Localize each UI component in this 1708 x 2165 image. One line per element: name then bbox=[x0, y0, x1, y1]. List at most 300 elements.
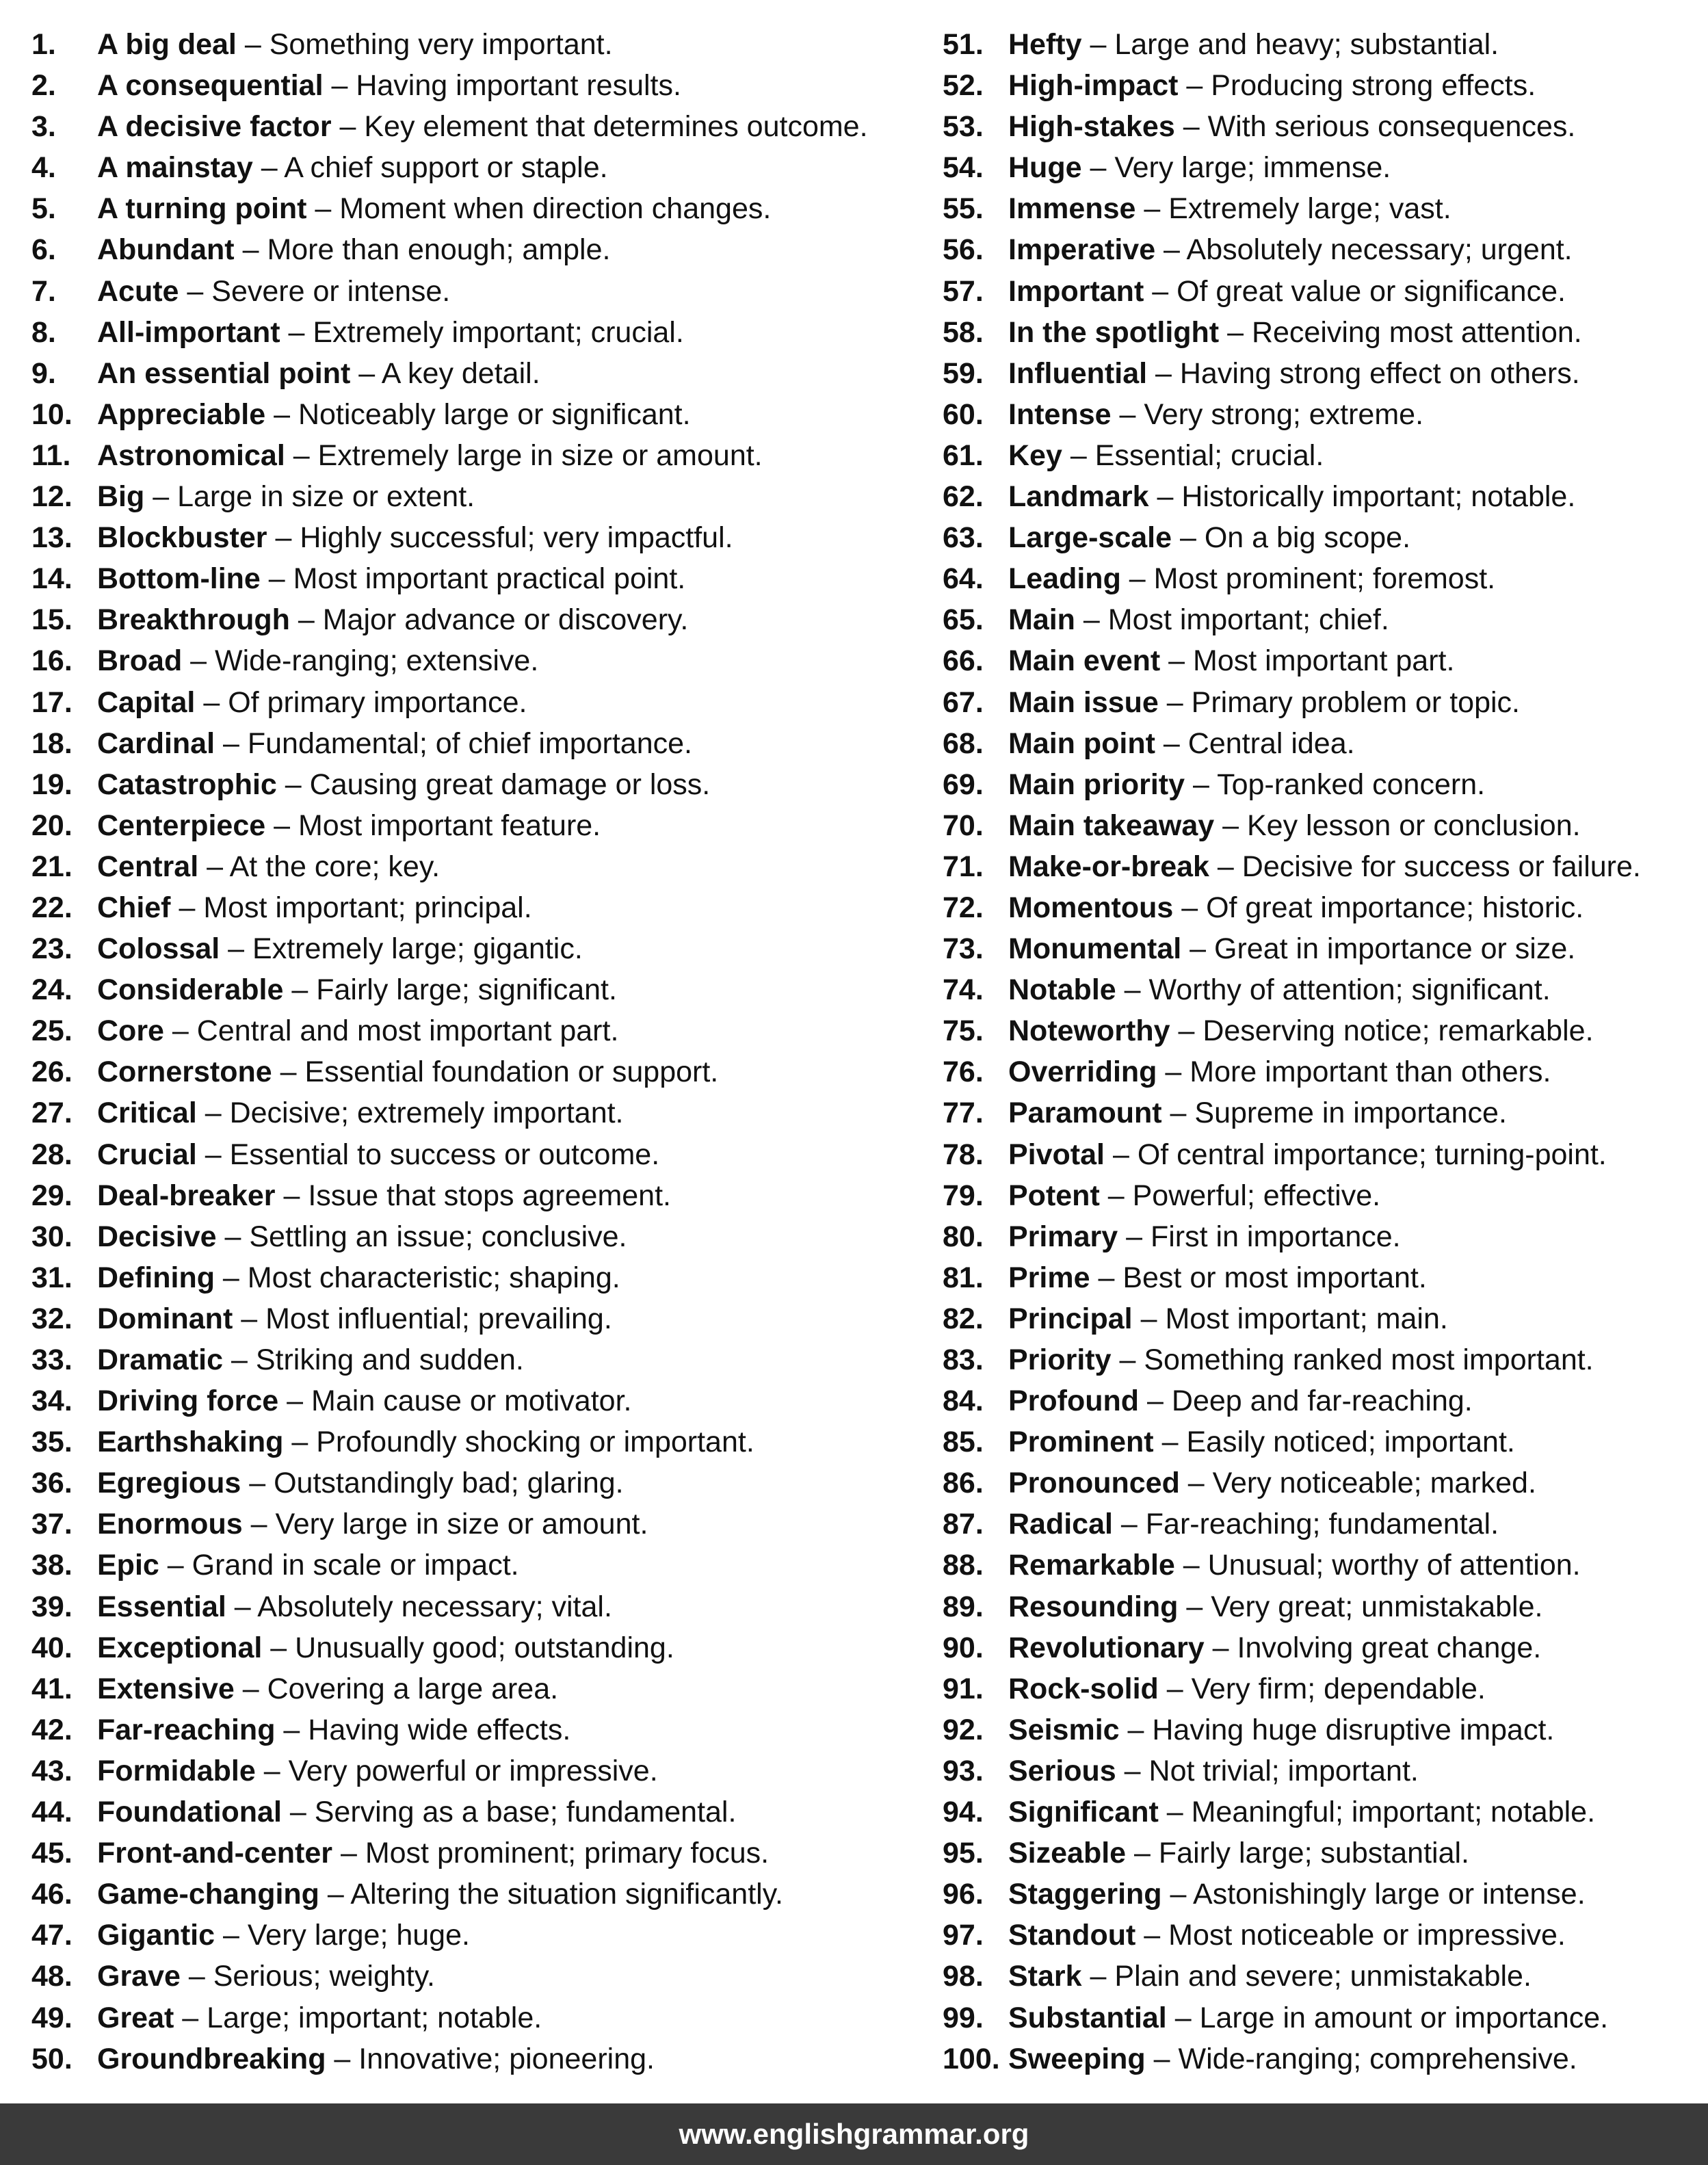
item-definition: Easily noticed; important. bbox=[1186, 1426, 1515, 1459]
list-item bbox=[943, 435, 1641, 476]
item-definition: Absolutely necessary; vital. bbox=[257, 1590, 612, 1623]
list-item bbox=[31, 1504, 868, 1545]
item-separator: – bbox=[1099, 1179, 1133, 1212]
item-number: 47. bbox=[31, 1919, 73, 1952]
item-definition: Innovative; pioneering. bbox=[358, 2042, 655, 2075]
item-definition: Very noticeable; marked. bbox=[1212, 1467, 1536, 1500]
item-number: 55. bbox=[943, 192, 984, 226]
item-number: 32. bbox=[31, 1302, 73, 1335]
item-number: 62. bbox=[943, 480, 984, 514]
list-item bbox=[31, 887, 868, 928]
item-definition: Receiving most attention. bbox=[1251, 315, 1582, 349]
item-separator: – bbox=[1081, 28, 1115, 61]
item-number: 6. bbox=[31, 233, 56, 267]
item-separator: – bbox=[1219, 315, 1252, 349]
item-number: 36. bbox=[31, 1467, 73, 1500]
list-item bbox=[31, 1380, 868, 1421]
item-definition: Best or most important. bbox=[1122, 1261, 1427, 1294]
item-definition: At the core; key. bbox=[229, 850, 441, 883]
item-term: Stark bbox=[1008, 1960, 1082, 1993]
list-item bbox=[943, 1051, 1641, 1092]
item-number: 16. bbox=[31, 644, 73, 678]
item-separator: – bbox=[159, 1549, 192, 1582]
item-number: 28. bbox=[31, 1138, 73, 1171]
item-definition: Very firm; dependable. bbox=[1191, 1672, 1486, 1705]
list-item bbox=[943, 1874, 1641, 1915]
item-separator: – bbox=[326, 2042, 359, 2075]
item-separator: – bbox=[182, 644, 215, 678]
item-number: 35. bbox=[31, 1426, 73, 1459]
item-term: Gigantic bbox=[97, 1919, 215, 1952]
item-number: 19. bbox=[31, 767, 73, 801]
item-definition: Covering a large area. bbox=[267, 1672, 559, 1705]
item-number: 93. bbox=[943, 1754, 984, 1787]
item-term: Big bbox=[97, 480, 145, 514]
item-definition: Historically important; notable. bbox=[1181, 480, 1576, 514]
list-item bbox=[31, 271, 868, 312]
item-definition: Grand in scale or impact. bbox=[192, 1549, 519, 1582]
item-number: 94. bbox=[943, 1796, 984, 1829]
item-term: Overriding bbox=[1008, 1055, 1157, 1089]
item-definition: Severe or intense. bbox=[211, 274, 451, 308]
list-item bbox=[31, 147, 868, 188]
item-separator: – bbox=[1075, 603, 1108, 637]
item-term: Resounding bbox=[1008, 1590, 1179, 1623]
item-term: Catastrophic bbox=[97, 767, 277, 801]
list-item bbox=[943, 805, 1641, 846]
item-term: Foundational bbox=[97, 1796, 282, 1829]
list-item bbox=[31, 2038, 868, 2079]
item-number: 72. bbox=[943, 891, 984, 924]
item-separator: – bbox=[280, 315, 313, 349]
item-definition: Very strong; extreme. bbox=[1144, 397, 1424, 431]
footer-url[interactable]: www.englishgrammar.org bbox=[679, 2118, 1029, 2150]
item-separator: – bbox=[1179, 1467, 1213, 1500]
item-definition: Unusual; worthy of attention. bbox=[1207, 1549, 1581, 1582]
item-term: Considerable bbox=[97, 973, 284, 1007]
item-separator: – bbox=[1181, 932, 1215, 966]
item-number: 31. bbox=[31, 1261, 73, 1294]
list-item bbox=[943, 1956, 1641, 1997]
item-separator: – bbox=[265, 809, 298, 842]
item-number: 45. bbox=[31, 1837, 73, 1870]
item-term: Critical bbox=[97, 1097, 197, 1130]
list-item bbox=[943, 1010, 1641, 1051]
item-definition: Major advance or discovery. bbox=[322, 603, 689, 637]
item-term: Capital bbox=[97, 685, 196, 719]
item-definition: Large; important; notable. bbox=[207, 2001, 542, 2034]
item-term: A big deal bbox=[97, 28, 237, 61]
item-number: 99. bbox=[943, 2001, 984, 2034]
list-item bbox=[943, 229, 1641, 270]
item-definition: Essential; crucial. bbox=[1094, 438, 1324, 472]
item-separator: – bbox=[1120, 562, 1154, 596]
item-separator: – bbox=[265, 397, 298, 431]
item-term: Groundbreaking bbox=[97, 2042, 326, 2075]
item-term: In the spotlight bbox=[1008, 315, 1220, 349]
item-definition: Most important part. bbox=[1193, 644, 1455, 678]
item-definition: Central idea. bbox=[1187, 726, 1355, 760]
item-separator: – bbox=[1132, 1302, 1166, 1335]
item-separator: – bbox=[215, 1919, 248, 1952]
item-separator: – bbox=[1111, 397, 1144, 431]
item-term: Driving force bbox=[97, 1385, 279, 1418]
item-term: Cardinal bbox=[97, 726, 215, 760]
item-term: Pivotal bbox=[1008, 1138, 1105, 1171]
item-term: Crucial bbox=[97, 1138, 197, 1171]
item-number: 65. bbox=[943, 603, 984, 637]
item-term: Appreciable bbox=[97, 397, 266, 431]
item-number: 50. bbox=[31, 2042, 73, 2075]
item-number: 69. bbox=[943, 767, 984, 801]
list-item bbox=[943, 558, 1641, 599]
list-item bbox=[943, 188, 1641, 229]
item-number: 61. bbox=[943, 438, 984, 472]
word-list bbox=[0, 24, 1708, 2076]
item-separator: – bbox=[1209, 850, 1242, 883]
item-definition: Most important practical point. bbox=[293, 562, 686, 596]
list-item bbox=[31, 1915, 868, 1956]
item-number: 46. bbox=[31, 1878, 73, 1911]
item-definition: Of primary importance. bbox=[228, 685, 527, 719]
list-item bbox=[943, 147, 1641, 188]
item-separator: – bbox=[234, 1672, 267, 1705]
item-separator: – bbox=[241, 1467, 274, 1500]
item-definition: Fairly large; significant. bbox=[316, 973, 617, 1007]
item-term: Formidable bbox=[97, 1754, 256, 1787]
item-definition: Unusually good; outstanding. bbox=[295, 1631, 674, 1664]
list-item bbox=[31, 1586, 868, 1627]
item-definition: Most important feature. bbox=[298, 809, 601, 842]
item-separator: – bbox=[1161, 1878, 1194, 1911]
item-separator: – bbox=[1155, 233, 1187, 267]
list-item bbox=[943, 887, 1641, 928]
item-separator: – bbox=[1214, 809, 1247, 842]
item-definition: More important than others. bbox=[1190, 1055, 1551, 1089]
item-number: 29. bbox=[31, 1179, 73, 1212]
item-term: Momentous bbox=[1008, 891, 1174, 924]
item-number: 98. bbox=[943, 1960, 984, 1993]
item-definition: Meaningful; important; notable. bbox=[1191, 1796, 1596, 1829]
item-term: Leading bbox=[1008, 562, 1121, 596]
list-item bbox=[31, 1833, 868, 1874]
item-term: Breakthrough bbox=[97, 603, 290, 637]
item-definition: Most prominent; foremost. bbox=[1153, 562, 1496, 596]
item-separator: – bbox=[255, 1754, 289, 1787]
list-item bbox=[943, 1092, 1641, 1133]
item-definition: Top-ranked concern. bbox=[1217, 767, 1486, 801]
list-item bbox=[943, 1257, 1641, 1298]
list-item bbox=[31, 764, 868, 805]
list-item bbox=[943, 1421, 1641, 1462]
item-term: Earthshaking bbox=[97, 1426, 284, 1459]
item-number: 30. bbox=[31, 1220, 73, 1253]
item-term: Rock-solid bbox=[1008, 1672, 1159, 1705]
left-column bbox=[31, 24, 868, 2079]
item-separator: – bbox=[1112, 1508, 1146, 1541]
item-term: Serious bbox=[1008, 1754, 1116, 1787]
list-item bbox=[31, 640, 868, 681]
item-separator: – bbox=[163, 1014, 197, 1048]
item-number: 20. bbox=[31, 809, 73, 842]
item-number: 10. bbox=[31, 397, 73, 431]
item-term: Paramount bbox=[1008, 1097, 1162, 1130]
item-term: Defining bbox=[97, 1261, 215, 1294]
item-term: Key bbox=[1008, 438, 1062, 472]
item-definition: Wide-ranging; extensive. bbox=[215, 644, 539, 678]
item-number: 14. bbox=[31, 562, 73, 596]
list-item bbox=[943, 1339, 1641, 1380]
item-definition: Of central importance; turning-point. bbox=[1137, 1138, 1607, 1171]
list-item bbox=[943, 928, 1641, 969]
item-definition: A key detail. bbox=[381, 356, 540, 390]
item-term: High-impact bbox=[1008, 69, 1179, 103]
item-term: Revolutionary bbox=[1008, 1631, 1205, 1664]
item-separator: – bbox=[1116, 973, 1149, 1007]
list-item bbox=[31, 682, 868, 723]
item-term: Enormous bbox=[97, 1508, 243, 1541]
list-item bbox=[31, 394, 868, 435]
list-item bbox=[31, 969, 868, 1010]
item-term: Extensive bbox=[97, 1672, 235, 1705]
item-number: 3. bbox=[31, 110, 56, 144]
item-term: Main bbox=[1008, 603, 1075, 637]
item-term: Broad bbox=[97, 644, 183, 678]
item-definition: Astonishingly large or intense. bbox=[1193, 1878, 1586, 1911]
list-item bbox=[31, 928, 868, 969]
list-item bbox=[943, 1750, 1641, 1792]
item-separator: – bbox=[196, 1097, 230, 1130]
item-term: Pronounced bbox=[1008, 1467, 1180, 1500]
item-definition: On a big scope. bbox=[1204, 521, 1411, 555]
list-item bbox=[31, 1051, 868, 1092]
list-item bbox=[943, 353, 1641, 394]
item-definition: Highly successful; very impactful. bbox=[300, 521, 733, 555]
item-definition: Fairly large; substantial. bbox=[1158, 1837, 1469, 1870]
item-definition: Key element that determines outcome. bbox=[364, 110, 868, 144]
item-separator: – bbox=[1081, 1960, 1115, 1993]
item-term: Centerpiece bbox=[97, 809, 266, 842]
item-term: Central bbox=[97, 850, 199, 883]
item-number: 42. bbox=[31, 1713, 73, 1746]
item-term: Great bbox=[97, 2001, 174, 2034]
item-term: A decisive factor bbox=[97, 110, 332, 144]
item-separator: – bbox=[319, 1878, 351, 1911]
item-term: Bottom-line bbox=[97, 562, 261, 596]
item-number: 78. bbox=[943, 1138, 984, 1171]
item-separator: – bbox=[1158, 1672, 1192, 1705]
item-term: Egregious bbox=[97, 1467, 241, 1500]
list-item bbox=[31, 1257, 868, 1298]
item-term: Intense bbox=[1008, 397, 1112, 431]
item-number: 25. bbox=[31, 1014, 73, 1048]
item-term: Profound bbox=[1008, 1385, 1140, 1418]
list-item bbox=[943, 476, 1641, 517]
item-number: 89. bbox=[943, 1590, 984, 1623]
item-number: 44. bbox=[31, 1796, 73, 1829]
list-item bbox=[31, 188, 868, 229]
item-number: 22. bbox=[31, 891, 73, 924]
list-item bbox=[943, 24, 1641, 65]
item-separator: – bbox=[195, 685, 228, 719]
item-definition: Having wide effects. bbox=[308, 1713, 571, 1746]
item-separator: – bbox=[1166, 2001, 1200, 2034]
item-number: 60. bbox=[943, 397, 984, 431]
item-separator: – bbox=[252, 151, 285, 185]
item-number: 59. bbox=[943, 356, 984, 390]
item-definition: Altering the situation significantly. bbox=[350, 1878, 783, 1911]
item-term: Colossal bbox=[97, 932, 220, 966]
item-term: Sweeping bbox=[1008, 2042, 1146, 2075]
item-term: Decisive bbox=[97, 1220, 217, 1253]
item-separator: – bbox=[278, 1385, 312, 1418]
list-item bbox=[31, 805, 868, 846]
item-definition: Very large; immense. bbox=[1114, 151, 1391, 185]
item-definition: Most important; principal. bbox=[203, 891, 532, 924]
item-definition: Producing strong effects. bbox=[1211, 69, 1536, 103]
item-definition: Most important; main. bbox=[1165, 1302, 1448, 1335]
item-definition: Large in size or extent. bbox=[177, 480, 475, 514]
item-definition: More than enough; ample. bbox=[267, 233, 611, 267]
item-definition: Having important results. bbox=[356, 69, 681, 103]
item-separator: – bbox=[242, 1508, 276, 1541]
item-separator: – bbox=[1158, 685, 1192, 719]
list-item bbox=[31, 1997, 868, 2038]
item-separator: – bbox=[1148, 480, 1182, 514]
list-item bbox=[31, 517, 868, 558]
item-definition: Striking and sudden. bbox=[255, 1343, 524, 1376]
item-definition: Main cause or motivator. bbox=[311, 1385, 632, 1418]
item-definition: First in importance. bbox=[1150, 1220, 1401, 1253]
item-term: Notable bbox=[1008, 973, 1116, 1007]
item-number: 70. bbox=[943, 809, 984, 842]
item-separator: – bbox=[1118, 1220, 1151, 1253]
item-separator: – bbox=[276, 767, 310, 801]
item-separator: – bbox=[1062, 438, 1095, 472]
item-number: 2. bbox=[31, 69, 56, 103]
item-separator: – bbox=[262, 1631, 295, 1664]
item-definition: Of great value or significance. bbox=[1177, 274, 1566, 308]
list-item bbox=[943, 599, 1641, 640]
item-term: Radical bbox=[1008, 1508, 1113, 1541]
item-separator: – bbox=[226, 1590, 258, 1623]
item-separator: – bbox=[1145, 2042, 1179, 2075]
item-number: 56. bbox=[943, 233, 984, 267]
item-term: Front-and-center bbox=[97, 1837, 332, 1870]
item-separator: – bbox=[236, 28, 270, 61]
item-separator: – bbox=[214, 1261, 248, 1294]
item-number: 88. bbox=[943, 1549, 984, 1582]
item-definition: Involving great change. bbox=[1237, 1631, 1542, 1664]
item-number: 96. bbox=[943, 1878, 984, 1911]
item-term: Main priority bbox=[1008, 767, 1185, 801]
item-definition: Large in amount or importance. bbox=[1199, 2001, 1609, 2034]
list-item bbox=[31, 1092, 868, 1133]
item-number: 43. bbox=[31, 1754, 73, 1787]
item-definition: Very great; unmistakable. bbox=[1211, 1590, 1543, 1623]
item-term: Monumental bbox=[1008, 932, 1182, 966]
item-number: 86. bbox=[943, 1467, 984, 1500]
item-separator: – bbox=[223, 1343, 256, 1376]
item-separator: – bbox=[1135, 192, 1169, 226]
item-separator: – bbox=[1174, 110, 1208, 144]
item-term: Significant bbox=[1008, 1796, 1159, 1829]
list-item bbox=[31, 1874, 868, 1915]
item-separator: – bbox=[1178, 69, 1211, 103]
list-item bbox=[31, 599, 868, 640]
item-number: 12. bbox=[31, 480, 73, 514]
list-item bbox=[31, 476, 868, 517]
item-term: Abundant bbox=[97, 233, 235, 267]
item-number: 9. bbox=[31, 356, 56, 390]
item-separator: – bbox=[180, 1960, 213, 1993]
item-number: 81. bbox=[943, 1261, 984, 1294]
list-item bbox=[31, 312, 868, 353]
list-item bbox=[943, 1216, 1641, 1257]
list-item bbox=[943, 1175, 1641, 1216]
list-item bbox=[943, 1380, 1641, 1421]
item-term: A consequential bbox=[97, 69, 324, 103]
item-term: Huge bbox=[1008, 151, 1082, 185]
list-item bbox=[943, 1915, 1641, 1956]
item-number: 80. bbox=[943, 1220, 984, 1253]
item-separator: – bbox=[198, 850, 230, 883]
item-definition: Powerful; effective. bbox=[1132, 1179, 1381, 1212]
item-term: Sizeable bbox=[1008, 1837, 1127, 1870]
list-item bbox=[943, 969, 1641, 1010]
item-separator: – bbox=[1144, 274, 1177, 308]
list-item bbox=[943, 1833, 1641, 1874]
item-separator: – bbox=[1185, 767, 1218, 801]
item-number: 1. bbox=[31, 28, 56, 61]
item-definition: Issue that stops agreement. bbox=[308, 1179, 671, 1212]
item-term: Acute bbox=[97, 274, 179, 308]
item-term: Main takeaway bbox=[1008, 809, 1215, 842]
item-definition: Serving as a base; fundamental. bbox=[314, 1796, 737, 1829]
item-definition: Having huge disruptive impact. bbox=[1152, 1713, 1555, 1746]
item-separator: – bbox=[275, 1713, 308, 1746]
item-separator: – bbox=[289, 603, 323, 637]
item-separator: – bbox=[1155, 726, 1188, 760]
item-definition: Very large in size or amount. bbox=[275, 1508, 648, 1541]
item-number: 26. bbox=[31, 1055, 73, 1089]
item-term: Essential bbox=[97, 1590, 226, 1623]
item-definition: Large and heavy; substantial. bbox=[1114, 28, 1499, 61]
item-definition: Most prominent; primary focus. bbox=[365, 1837, 770, 1870]
item-definition: Outstandingly bad; glaring. bbox=[274, 1467, 624, 1500]
item-term: Astronomical bbox=[97, 438, 285, 472]
item-term: Remarkable bbox=[1008, 1549, 1175, 1582]
item-separator: – bbox=[1160, 644, 1194, 678]
item-definition: Essential to success or outcome. bbox=[229, 1138, 660, 1171]
item-definition: Most important; chief. bbox=[1107, 603, 1389, 637]
item-number: 67. bbox=[943, 685, 984, 719]
item-number: 41. bbox=[31, 1672, 73, 1705]
item-separator: – bbox=[272, 1055, 305, 1089]
item-separator: – bbox=[216, 1220, 250, 1253]
list-item bbox=[943, 1298, 1641, 1339]
item-definition: Moment when direction changes. bbox=[339, 192, 772, 226]
item-separator: – bbox=[285, 438, 318, 472]
list-item bbox=[31, 723, 868, 764]
item-separator: – bbox=[170, 891, 204, 924]
item-definition: Extremely large; gigantic. bbox=[252, 932, 583, 966]
item-definition: Noticeably large or significant. bbox=[298, 397, 691, 431]
item-number: 13. bbox=[31, 521, 73, 555]
list-item bbox=[31, 65, 868, 106]
item-number: 18. bbox=[31, 726, 73, 760]
item-definition: Decisive; extremely important. bbox=[229, 1097, 624, 1130]
